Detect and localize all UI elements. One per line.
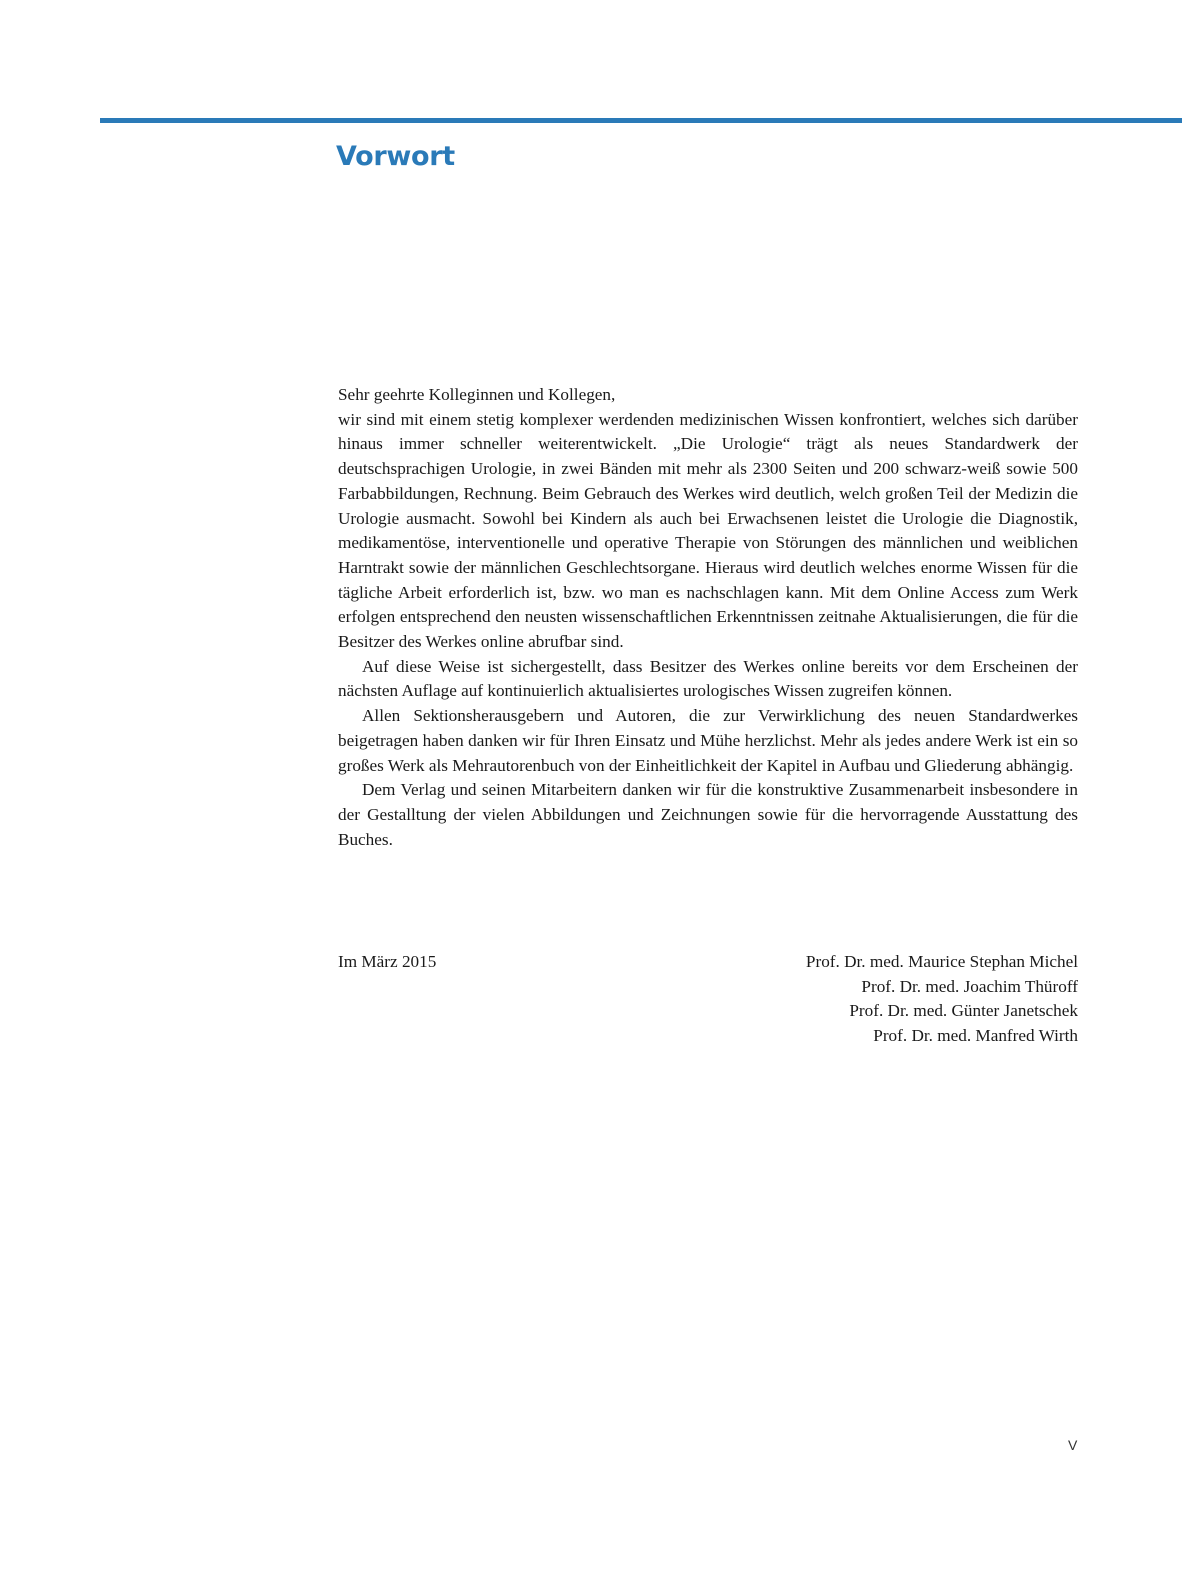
paragraph-3: Allen Sektionsherausgebern und Autoren, die zur Verwirklichung des neuen Standardwerkes beigetragen haben danken wir für Ihren Einsatz und Mühe herzlichst. Mehr als jedes andere Werk ist ein so großes Werk als Mehrautorenbuch von der Einheitlichkeit der Kapitel in Aufbau und Gliederung abhängig. xyxy=(338,706,1078,775)
header-rule xyxy=(100,118,1182,123)
signatory: Prof. Dr. med. Manfred Wirth xyxy=(873,1026,1078,1046)
page-title: Vorwort xyxy=(336,141,455,172)
signature-list xyxy=(806,950,1078,1049)
signatory: Prof. Dr. med. Maurice Stephan Michel xyxy=(805,952,1078,971)
signatory: Prof. Dr. med. Günter Janetschek xyxy=(849,1001,1078,1021)
paragraph-4: Dem Verlag und seinen Mitarbeitern danken wir für die konstruktive Zusammenarbeit insbesondere in der Gestalltung der vielen Abbildungen und Zeichnungen sowie für die hervorragende Ausstattung des Buches. xyxy=(338,780,1078,849)
date-line: Im März 2015 xyxy=(338,952,437,971)
greeting: Sehr geehrte Kolleginnen und Kollegen, xyxy=(338,385,616,404)
signatory: Prof. Dr. med. Joachim Thüroff xyxy=(861,976,1078,996)
paragraph-1: wir sind mit einem stetig komplexer werdenden medizinischen Wissen konfrontiert, welches sich darüber hinaus immer schneller weiterentwickelt. „Die Urologie“ trägt als neues Standardwerk der deutschsprachigen Urologie, in zwei Bänden mit mehr als 2300 Seiten und 200 schwarz-weiß sowie 500 Farbabbildungen, Rechnung. Beim Gebrauch des Werkes wird deutlich, welch großen Teil der Medizin die Urologie ausmacht. Sowohl bei Kindern als auch bei Erwachsenen leistet die Urologie die Diagnostik, medikamentöse, interventionelle und operative Therapie von Störungen des männlichen und weiblichen Harntrakt sowie der männlichen Geschlechtsorgane. Hieraus wird deutlich welches enorme Wissen für die tägliche Arbeit erforderlich ist, bzw. wo man es nachschlagen kann. Mit dem Online Access zum Werk erfolgen entsprechend den neusten wissenschaftlichen Erkenntnissen zeitnahe Aktualisierungen, die für die Besitzer des Werkes online abrufbar sind. xyxy=(338,409,1078,652)
paragraph-2: Auf diese Weise ist sichergestellt, dass Besitzer des Werkes online bereits vor dem Erscheinen der nächsten Auflage auf kontinuierlich aktualisiertes urologisches Wissen zugreifen können. xyxy=(338,656,1078,701)
preface-body xyxy=(338,383,1078,852)
page-number: V xyxy=(1068,1437,1078,1453)
